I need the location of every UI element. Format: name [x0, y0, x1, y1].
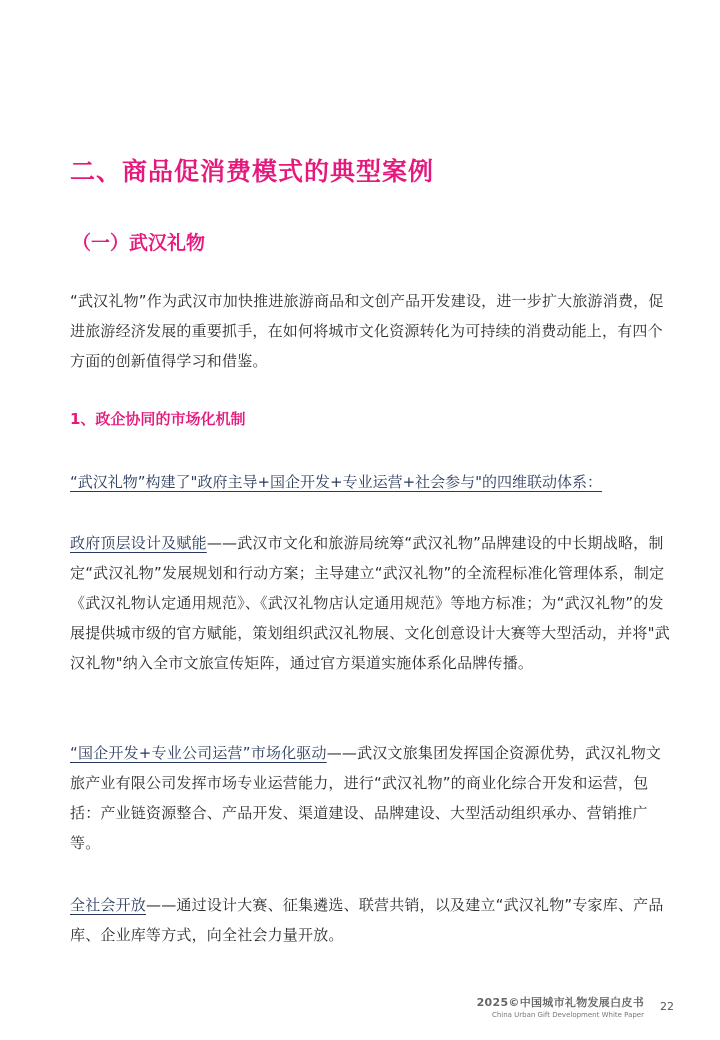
paragraph-body: ——通过设计大赛、征集遴选、联营共销，以及建立“武汉礼物”专家库、产品库、企业库等方式，向全社会力量开放。 [70, 896, 664, 944]
intro-paragraph: “武汉礼物”作为武汉市加快推进旅游商品和文创产品开发建设，进一步扩大旅游消费，促进旅游经济发展的重要抓手，在如何将城市文化资源转化为可持续的消费动能上，有四个方面的创新值得学习和借鉴。 [70, 292, 664, 370]
paragraph-enterprise [70, 738, 670, 858]
paragraph-body: ——武汉文旅集团发挥国企资源优势，武汉礼物文旅产业有限公司发挥市场专业运营能力，进行“武汉礼物”的商业化综合开发和运营，包括：产业链资源整合、产品开发、渠道建设、品牌建设、大型活动组织承办、营销推广等。 [70, 744, 662, 852]
point-heading: 1、政企协同的市场化机制 [70, 410, 246, 428]
footer-title: 2025©中国城市礼物发展白皮书 [476, 996, 644, 1009]
paragraph-government [70, 528, 670, 678]
section-heading: 二、商品促消费模式的典型案例 [70, 157, 435, 186]
subsection-heading: （一）武汉礼物 [72, 232, 206, 254]
footer-subtitle: China Urban Gift Development White Paper [491, 1011, 644, 1019]
paragraph-body: ——武汉市文化和旅游局统筹“武汉礼物”品牌建设的中长期战略，制定“武汉礼物”发展规划和行动方案；主导建立“武汉礼物”的全流程标准化管理体系，制定《武汉礼物认定通用规范》、《武汉礼物店认定通用规范》等地方标准；为“武汉礼物”的发展提供城市级的官方赋能，策划组织武汉礼物展、文化创意设计大赛等大型活动，并将"武汉礼物"纳入全市文旅宣传矩阵，通过官方渠道实施体系化品牌传播。 [70, 534, 670, 672]
framework-statement: “武汉礼物”构建了"政府主导+国企开发+专业运营+社会参与"的四维联动体系： [70, 473, 603, 491]
paragraph-lead: 政府顶层设计及赋能 [70, 534, 207, 552]
page-number: 22 [660, 1000, 674, 1013]
paragraph-lead: 全社会开放 [70, 896, 147, 914]
paragraph-lead: “国企开发+专业公司运营”市场化驱动 [70, 744, 327, 762]
page-footer [474, 994, 644, 1019]
paragraph-society [70, 890, 670, 950]
